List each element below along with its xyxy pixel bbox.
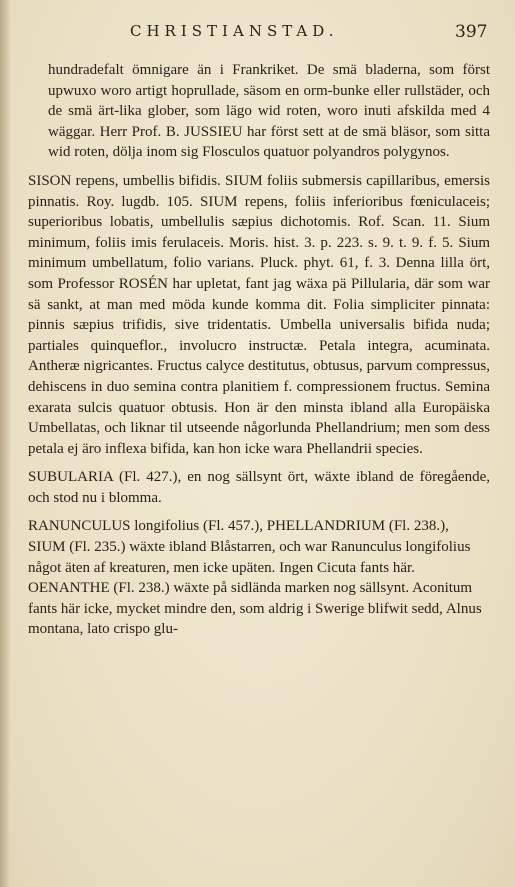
page-gutter [0,0,10,887]
paragraph-azolla: hundradefalt ömnigare än i Frankriket. De smä bladerna, som först upwuxo woro artigt hoprullade, säsom en orm-bunke eller rullstäder, och de smä ärt-lika glober, som lägo wid roten, woro inuti afskilda med 4 wäggar. Herr Prof. B. JUSSIEU har först sett at de smä bläsor, som sitta wid roten, dölja inom sig Flosculos quatuor polyandros polygynos. [48,62,490,161]
body-text [28,60,490,640]
running-title: CHRISTIANSTAD. [130,22,339,40]
page-header [0,22,515,46]
paragraph-ranunculus: RANUNCULUS longifolius (Fl. 457.), PHELLANDRIUM (Fl. 238.), SIUM (Fl. 235.) wäxte ibland Blåstarren, och war Ranunculus longifolius något äten af kreaturen, men icke upäten. Ingen Cicuta fants här. OENANTHE (Fl. 238.) wäxte på sidlända marken nog sällsynt. Aconitum fants här icke, mycket mindre den, som aldrig i Swerige blifwit sedd, Alnus montana, lato crispo glu- [28,518,482,638]
page-number: 397 [455,22,488,42]
paragraph-sison: SISON repens, umbellis bifidis. SIUM foliis submersis capillaribus, emersis pinnatis. Roy. lugdb. 105. SIUM repens, foliis inferioribus fœniculaceis; superioribus lobatis, umbellulis sæpius dichotomis. Rof. Scan. 11. Sium minimum, foliis imis ferulaceis. Moris. hist. 3. p. 223. s. 9. t. 9. f. 5. Sium minimum umbellatum, folio varians. Pluck. phyt. 61, f. 3. Denna lilla ört, som Professor ROSÉN har upletat, fant jag wäxa pä Pillularia, där som war sä sankt, at man med möda kunde komma dit. Folia simpliciter pinnata: pinnis sæpius trifidis, sive tridentatis. Umbella universalis bifida nuda; partiales quinqueflor., involucro instructæ. Petala integra, acuminata. Antheræ nigricantes. Fructus calyce destitutus, obtusus, parvum compressus, dehiscens in duo semina contra planitiem f. compressionem fructus. Semina exarata sulcis quatuor obtusis. Hon är den minsta ibland alla Europäiska Umbellatas, och liknar til utseende någorlunda Phellandrium; men som dess petala ej äro inflexa bifida, kan hon icke wara Phellandrii species. [28,172,490,457]
paragraph-subularia: SUBULARIA (Fl. 427.), en nog sällsynt ört, wäxte ibland de föregående, och stod nu i blomma. [28,469,490,506]
